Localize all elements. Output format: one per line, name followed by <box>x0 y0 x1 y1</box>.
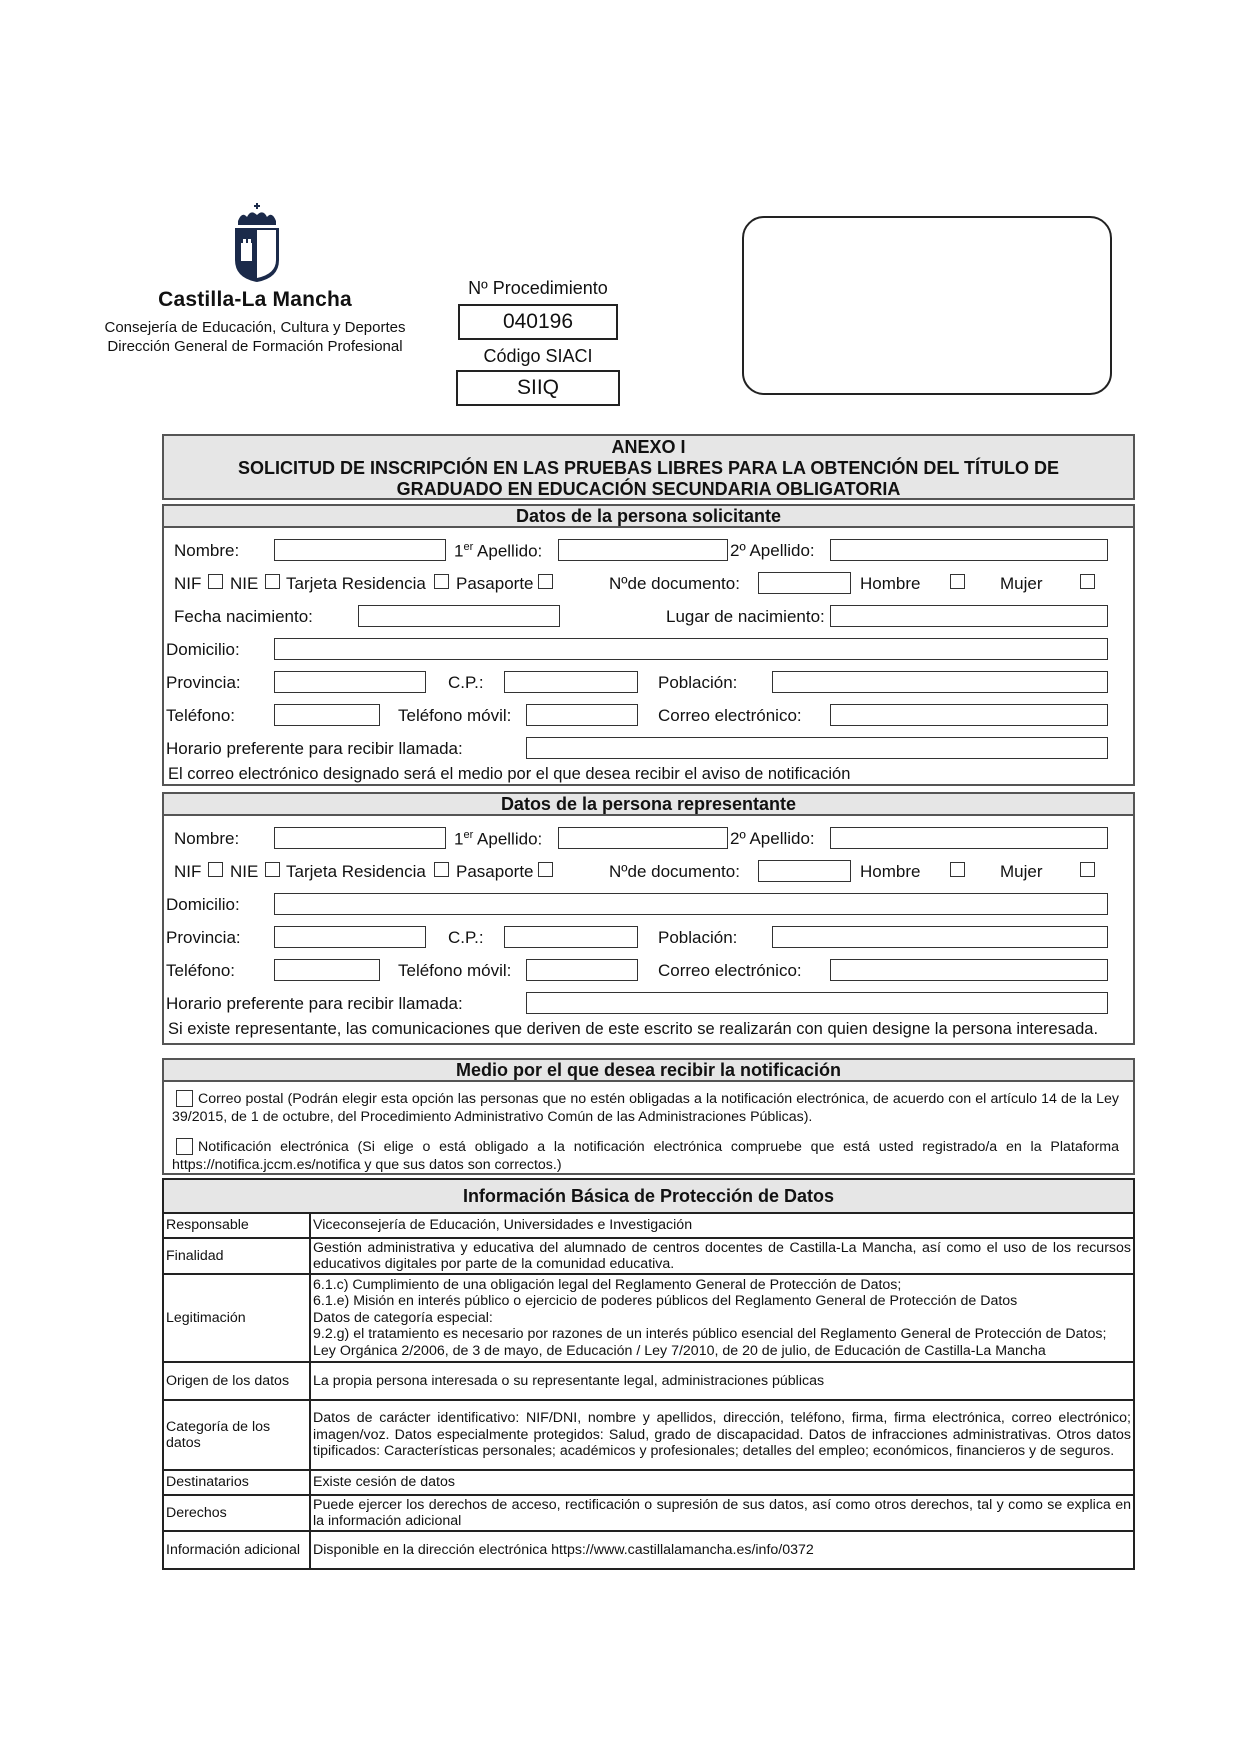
applicant-apellido2-input[interactable] <box>830 539 1108 561</box>
department-line-1: Consejería de Educación, Cultura y Deportes <box>104 319 406 336</box>
applicant-correo-input[interactable] <box>830 704 1108 726</box>
data-protection-value <box>310 1213 1134 1238</box>
data-protection-row <box>163 1531 1134 1569</box>
notification-heading: Medio por el que desea recibir la notificación <box>164 1060 1133 1082</box>
rep-domicilio-input[interactable] <box>274 893 1108 915</box>
rep-nombre-input[interactable] <box>274 827 446 849</box>
data-protection-value-line: 6.1.e) Misión en interés público o ejercicio de poderes públicos del Reglamento General de Protección de Datos <box>313 1293 1018 1310</box>
data-protection-row <box>163 1400 1134 1470</box>
fecha-nacimiento-label: Fecha nacimiento: <box>174 607 313 626</box>
annex-title: ANEXO I <box>611 437 686 457</box>
data-protection-value <box>310 1362 1134 1400</box>
rep-mujer-label: Mujer <box>1000 862 1043 881</box>
nie-label: NIE <box>230 574 259 593</box>
rep-tarjeta-checkbox[interactable] <box>434 862 449 877</box>
applicant-poblacion-input[interactable] <box>772 671 1108 693</box>
rep-provincia-label: Provincia: <box>166 928 241 947</box>
apellido1-num: 1 <box>454 541 464 561</box>
title-line-2: GRADUADO EN EDUCACIÓN SECUNDARIA OBLIGATORIA <box>396 479 901 499</box>
data-protection-value-line: Puede ejercer los derechos de acceso, rectificación o supresión de sus datos, así como otros derechos, tal y como se explica en la información adicional <box>313 1496 1131 1529</box>
postal-mail-option: Correo postal (Podrán elegir esta opción las personas que no estén obligadas a la notificación electrónica, de acuerdo con el artículo 14 de la Ley 39/2015, de 1 de octubre, del Procedimiento Administrativo Común de las Administraciones Públicas). <box>172 1091 1119 1125</box>
data-protection-value <box>310 1274 1134 1362</box>
correo-label: Correo electrónico: <box>658 706 802 725</box>
data-protection-value-line: Ley Orgánica 2/2006, de 3 de mayo, de Educación / Ley 7/2010, de 20 de julio, de Educación de Castilla-La Mancha <box>313 1342 1046 1359</box>
rep-documento-input[interactable] <box>758 860 851 882</box>
title-line-1: SOLICITUD DE INSCRIPCIÓN EN LAS PRUEBAS LIBRES PARA LA OBTENCIÓN DEL TÍTULO DE <box>237 458 1060 478</box>
data-protection-key: Finalidad <box>163 1238 310 1274</box>
rep-telefono-movil-label: Teléfono móvil: <box>398 961 512 980</box>
rep-movil-input[interactable] <box>526 959 638 981</box>
rep-pasaporte-checkbox[interactable] <box>538 862 553 877</box>
rep-correo-label: Correo electrónico: <box>658 961 802 980</box>
applicant-heading: Datos de la persona solicitante <box>164 506 1133 528</box>
applicant-horario-input[interactable] <box>526 737 1108 759</box>
applicant-nie-checkbox[interactable] <box>265 574 280 589</box>
data-protection-key: Información adicional <box>163 1531 310 1569</box>
rep-telefono-label: Teléfono: <box>166 961 235 980</box>
rep-correo-input[interactable] <box>830 959 1108 981</box>
data-protection-key: Legitimación <box>163 1274 310 1362</box>
provincia-label: Provincia: <box>166 673 241 692</box>
applicant-nif-checkbox[interactable] <box>208 574 223 589</box>
horario-label: Horario preferente para recibir llamada: <box>166 739 463 758</box>
rep-num-documento-label: Nºde documento: <box>609 862 740 881</box>
data-protection-value-line: Gestión administrativa y educativa del alumnado de centros docentes de Castilla-La Mancha, así como el uso de los recursos educativos digitales por parte de la comunidad educativa. <box>313 1239 1131 1272</box>
data-protection-value <box>310 1470 1134 1495</box>
telefono-label: Teléfono: <box>166 706 235 725</box>
data-protection-key: Derechos <box>163 1495 310 1531</box>
data-protection-row <box>163 1238 1134 1274</box>
data-protection-key: Responsable <box>163 1213 310 1238</box>
rep-tarjeta-label: Tarjeta Residencia <box>286 862 426 881</box>
representative-note: Si existe representante, las comunicaciones que deriven de este escrito se realizarán con quien designe la persona interesada. <box>168 1020 1099 1038</box>
data-protection-heading: Información Básica de Protección de Datos <box>163 1179 1134 1213</box>
pasaporte-label: Pasaporte <box>456 574 534 593</box>
department <box>90 318 420 356</box>
data-protection-value-line: Datos de carácter identificativo: NIF/DNI, nombre y apellidos, dirección, teléfono, firma, firma electrónica, correo electrónico; imagen/voz. Datos especialmente protegidos: Salud, grado de discapacidad. Datos de infracciones administrativas. Otros datos tipificados: Características personales; académicos y profesionales; detalles del empleo; económicos, financieros y de seguros. <box>313 1410 1131 1460</box>
nif-label: NIF <box>174 574 202 593</box>
rep-pasaporte-label: Pasaporte <box>456 862 534 881</box>
rep-cp-label: C.P.: <box>448 928 484 947</box>
rep-apellido1-input[interactable] <box>558 827 728 849</box>
data-protection-row <box>163 1213 1134 1238</box>
poblacion-label: Población: <box>658 673 738 692</box>
rep-horario-label: Horario preferente para recibir llamada: <box>166 994 463 1013</box>
data-protection-row <box>163 1470 1134 1495</box>
lugar-nacimiento-label: Lugar de nacimiento: <box>666 607 825 626</box>
procedure-number-box: 040196 <box>458 304 618 340</box>
data-protection-row <box>163 1495 1134 1531</box>
cp-label: C.P.: <box>448 673 484 692</box>
applicant-tarjeta-checkbox[interactable] <box>434 574 449 589</box>
rep-hombre-label: Hombre <box>860 862 921 881</box>
applicant-note: El correo electrónico designado será el medio por el que desea recibir el aviso de notificación <box>168 765 851 783</box>
applicant-hombre-checkbox[interactable] <box>950 574 965 589</box>
siaci-label: Código SIACI <box>483 346 593 366</box>
applicant-fecha-nacimiento-input[interactable] <box>358 605 560 627</box>
representative-heading: Datos de la persona representante <box>164 794 1133 816</box>
applicant-movil-input[interactable] <box>526 704 638 726</box>
notification-section <box>162 1058 1135 1175</box>
data-protection-value <box>310 1400 1134 1470</box>
num-documento-label: Nºde documento: <box>609 574 740 593</box>
rep-cp-input[interactable] <box>504 926 638 948</box>
rep-domicilio-label: Domicilio: <box>166 895 240 914</box>
domicilio-label: Domicilio: <box>166 640 240 659</box>
data-protection-key: Destinatarios <box>163 1470 310 1495</box>
tarjeta-label: Tarjeta Residencia <box>286 574 426 593</box>
rep-apellido1-label <box>454 829 542 850</box>
applicant-telefono-input[interactable] <box>274 704 380 726</box>
applicant-section <box>162 504 1135 786</box>
data-protection-value <box>310 1238 1134 1274</box>
rep-telefono-input[interactable] <box>274 959 380 981</box>
data-protection-value-line: Existe cesión de datos <box>313 1474 455 1491</box>
rep-hombre-checkbox[interactable] <box>950 862 965 877</box>
data-protection-key: Origen de los datos <box>163 1362 310 1400</box>
applicant-lugar-nacimiento-input[interactable] <box>830 605 1108 627</box>
data-protection-value <box>310 1495 1134 1531</box>
rep-provincia-input[interactable] <box>274 926 426 948</box>
siaci-code-box: SIIQ <box>456 370 620 406</box>
castilla-la-mancha-coat-of-arms-icon <box>232 203 282 285</box>
rep-apellido1-num: 1 <box>454 829 464 849</box>
rep-nie-label: NIE <box>230 862 259 881</box>
data-protection-row <box>163 1362 1134 1400</box>
data-protection-table <box>162 1178 1135 1570</box>
apellido1-sup: er <box>463 541 474 553</box>
data-protection-value-line: La propia persona interesada o su representante legal, administraciones públicas <box>313 1372 825 1389</box>
telefono-movil-label: Teléfono móvil: <box>398 706 512 725</box>
applicant-mujer-checkbox[interactable] <box>1080 574 1095 589</box>
rep-apellido1-sup: er <box>463 829 474 841</box>
applicant-pasaporte-checkbox[interactable] <box>538 574 553 589</box>
procedure-label: Nº Procedimiento <box>468 278 608 298</box>
data-protection-value <box>310 1531 1134 1569</box>
rep-poblacion-input[interactable] <box>772 926 1108 948</box>
rep-horario-input[interactable] <box>526 992 1108 1014</box>
applicant-nombre-input[interactable] <box>274 539 446 561</box>
data-protection-value-line: Datos de categoría especial: <box>313 1309 493 1326</box>
data-protection-row <box>163 1274 1134 1362</box>
applicant-documento-input[interactable] <box>758 572 851 594</box>
apellido1-label <box>454 541 542 562</box>
rep-apellido1-rest: Apellido: <box>473 829 543 849</box>
data-protection-value-line: Viceconsejería de Educación, Universidades e Investigación <box>313 1217 693 1234</box>
registry-stamp-box <box>742 216 1112 395</box>
brand-name: Castilla-La Mancha <box>158 288 352 311</box>
electronic-notification-option: Notificación electrónica (Si elige o está obligado a la notificación electrónica compruebe que está usted registrado/a en la Plataforma https://notifica.jccm.es/notifica y que sus datos son correctos.) <box>172 1139 1119 1173</box>
rep-nombre-label: Nombre: <box>174 829 240 848</box>
form-title <box>162 434 1135 500</box>
apellido2-label: 2º Apellido: <box>730 541 815 560</box>
applicant-cp-input[interactable] <box>504 671 638 693</box>
apellido1-rest: Apellido: <box>473 541 543 561</box>
nombre-label: Nombre: <box>174 541 240 560</box>
rep-nif-checkbox[interactable] <box>208 862 223 877</box>
rep-mujer-checkbox[interactable] <box>1080 862 1095 877</box>
rep-nif-label: NIF <box>174 862 202 881</box>
rep-apellido2-label: 2º Apellido: <box>730 829 815 848</box>
applicant-provincia-input[interactable] <box>274 671 426 693</box>
applicant-apellido1-input[interactable] <box>558 539 728 561</box>
representative-section <box>162 792 1135 1045</box>
data-protection-value-line: 9.2.g) el tratamiento es necesario por razones de un interés público esencial del Reglamento General de Protección de Datos; <box>313 1326 1107 1343</box>
data-protection-value-line: 6.1.c) Cumplimiento de una obligación legal del Reglamento General de Protección de Datos; <box>313 1276 902 1293</box>
data-protection-value-line: Disponible en la dirección electrónica https://www.castillalamancha.es/info/0372 <box>313 1541 814 1558</box>
applicant-domicilio-input[interactable] <box>274 638 1108 660</box>
rep-poblacion-label: Población: <box>658 928 738 947</box>
rep-nie-checkbox[interactable] <box>265 862 280 877</box>
rep-apellido2-input[interactable] <box>830 827 1108 849</box>
mujer-label: Mujer <box>1000 574 1043 593</box>
data-protection-key: Categoría de los datos <box>163 1400 310 1470</box>
department-line-2: Dirección General de Formación Profesional <box>107 338 403 355</box>
hombre-label: Hombre <box>860 574 921 593</box>
